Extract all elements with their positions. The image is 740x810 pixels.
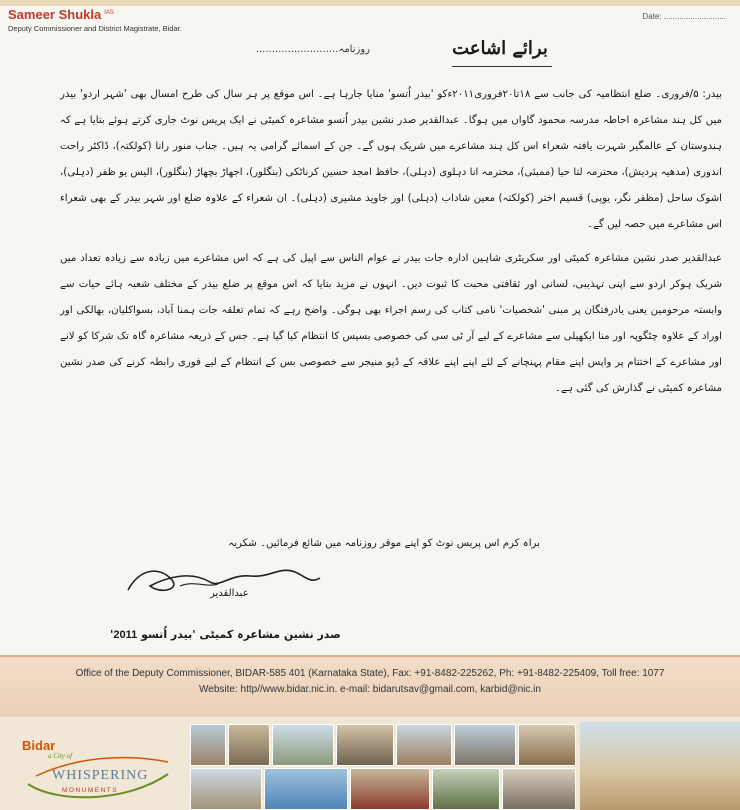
paragraph-1: بیدر: ۵/فروری۔ ضلع انتظامیہ کی جانب سے ۱۸تا۲۰فروری۲۰۱۱ءکو 'بیدر اُتسو' منایا جارہا ہے۔ اس موقع پر ہر سال کی طرح امسال بھی 'شہر اردو' بیدر میں کل ہند مشاعرہ احاطہ مدرسہ محمود گاواں میں ہوگا۔ عبدالقدیر صدر نشین بیدر اُتسو مشاعرہ کمیٹی نے ایک پریس نوٹ جاری کرتے ہوئے بتایا ہے کہ ہندوستان کے عالمگیر شہرت یافتہ شعراء اس کل ہند مشاعرے میں شریک ہوں گے۔ جن کے اسمائے گرامی یہ ہیں۔ جناب منور رانا (کولکتہ)، ڈاکٹر راحت اندوری (مدھیہ پردیش)، محترمہ لتا حیا (ممبئی)، محترمہ انا دہلوی (دہلی)، حافظ امجد حسین کرناٹکی (بنگلور)، اجھاڑ بچھاڑ (بنگلور)، الیس یو ظفر (دہلی)، اشوک ساحل (مظفر نگر، یوپی) قسیم اختر (کولکتہ) معین شاداب (دہلی) اور جاوید مشیری (دہلی)۔ ان شعراء کے علاوہ ضلع اور شہر بیدر کے بھی شعراء اس مشاعرے میں حصہ لیں گے۔: [60, 89, 722, 230]
signature-scribble-icon: [120, 560, 380, 600]
heading-underline: [452, 66, 552, 67]
monument-thumb-7: [518, 724, 576, 766]
signer-title: صدر نشین مشاعرہ کمیٹی 'بیدر اُتسو 2011': [110, 628, 341, 641]
monument-thumb-6: [454, 724, 516, 766]
logo-main-text: WHISPERING: [52, 768, 149, 783]
office-address: Office of the Deputy Commissioner, BIDAR-585 401 (Karnataka State), Fax: +91-8482-225262, Ph: +91-8482-225409, Toll free: 1077: [75, 668, 665, 679]
website-email: Website: http//www.bidar.nic.in. e-mail: bidarutsav@gmail.com, karbid@nic.in: [199, 684, 541, 695]
monument-thumb-4: [336, 724, 394, 766]
paragraph-2: عبدالقدیر صدر نشین مشاعرہ کمیٹی اور سکریٹری شاہین ادارہ جات بیدر نے عوام الناس سے اپیل کی ہے کہ اس مشاعرے میں زیادہ سے زیادہ تعداد میں شریک ہوکر اردو سے اپنی تہذیبی، لسانی اور ثقافتی محبت کا ثبوت دیں۔ انہوں نے مزید بتایا کہ اس موقع پر ضلع بیدر کے مختلف شعبہ ہائے حیات سے وابستہ مرحومین یعنی یادرفتگان پر مبنی 'شخصیات' نامی کتاب کی رسم اجراء بھی ہوگی۔ واضح رہے کہ تمام تعلقہ جات ہمنا آباد، بسواکلیان، بھالکی اور اوراد کے علاوہ چٹگوپہ اور منا ایکھیلی سے مشاعرے کے لیے آر ٹی سی کی خصوصی بسیس کا انتظام کیا گیا ہے۔ جس کے ذریعہ مشاعرہ گاہ تک شرکا کو لانے اور مشاعرے کے اختتام پر واپس اپنے مقام پہنچانے کے لئے اپنے اپنے علاقہ کے ڈپو منیجر سے خصوصی بس کے انتظام کے لیے فوری رابطہ کرنے کی صدر نشین مشاعرہ کمیٹی نے گذارش کی گئی ہے۔: [60, 253, 722, 394]
logo-city-text: a City of: [48, 752, 73, 760]
monument-thumb-12: [502, 768, 576, 810]
logo-sub-text: MONUMENTS: [62, 787, 119, 794]
press-note-body: [60, 82, 722, 410]
logo-bidar-text: Bidar: [22, 738, 56, 753]
signer-name: عبدالقدیر: [210, 588, 249, 599]
sender-name: Sameer Shukla $^{IAS}$: [8, 7, 114, 22]
monument-thumb-2: [228, 724, 270, 766]
top-band: [0, 0, 740, 6]
monument-thumb-3: [272, 724, 334, 766]
date-field: Date: ............................: [642, 12, 726, 21]
monument-thumb-8: [190, 768, 262, 810]
newspaper-line: روزنامہ..........................: [255, 44, 370, 55]
monument-thumb-10: [350, 768, 430, 810]
monument-thumb-9: [264, 768, 348, 810]
monument-thumb-11: [432, 768, 500, 810]
monument-thumb-1: [190, 724, 226, 766]
closing-line: براہ کرم اس پریس نوٹ کو اپنے موقر روزنامہ میں شائع فرمائیں۔ شکریہ: [228, 538, 540, 549]
sender-designation: Deputy Commissioner and District Magistrate, Bidar.: [8, 24, 182, 33]
page-heading: برائے اشاعت: [452, 38, 548, 59]
monument-thumb-5: [396, 724, 452, 766]
fort-photo: [580, 722, 740, 810]
